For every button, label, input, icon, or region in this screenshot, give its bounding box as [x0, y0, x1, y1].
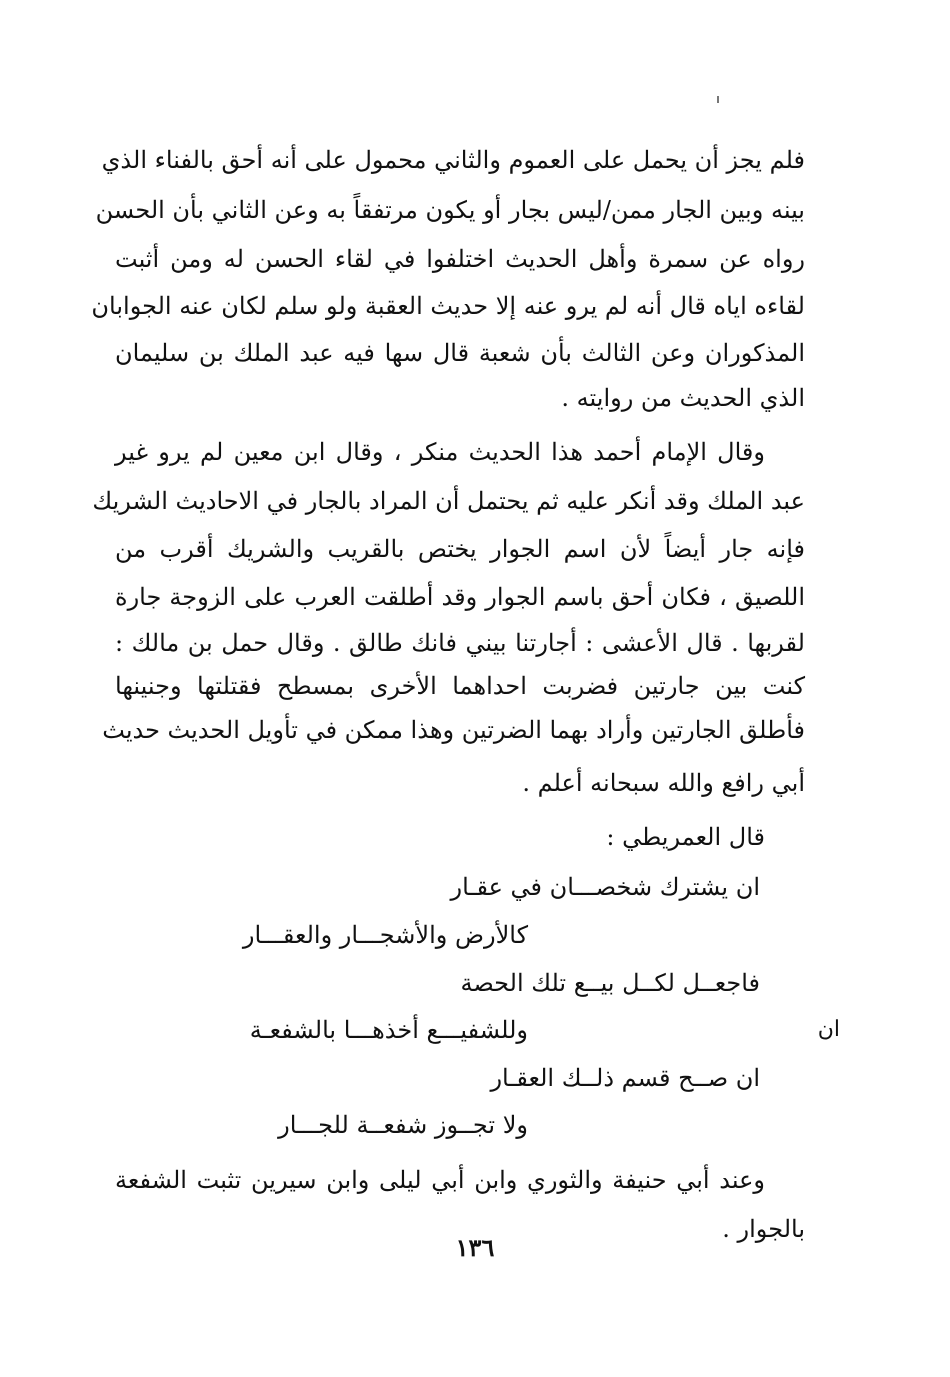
text-line: لقاءه اياه قال أنه لم يرو عنه إلا حديث العقبة ولو سلم لكان عنه الجوابان — [91, 292, 805, 320]
text-line: بينه وبين الجار ممن/ليس بجار أو يكون مرتفقاً به وعن الثاني بأن الحسن — [95, 196, 805, 224]
text-line: اللصيق ، فكان أحق باسم الجوار وقد أطلقت العرب على الزوجة جارة — [115, 583, 805, 611]
text-line: كنت بين جارتين فضربت احداهما الأخرى بمسطح فقتلتها وجنينها — [115, 672, 805, 700]
text-line: فأطلق الجارتين وأراد بهما الضرتين وهذا ممكن في تأويل الحديث حديث — [102, 716, 805, 744]
poem-verse-second: كالأرض والأشجـــار والعقـــار — [242, 921, 528, 949]
text-line: لقربها . قال الأعشى : أجارتنا بيني فانك طالق . وقال حمل بن مالك : — [115, 629, 805, 657]
text-line: رواه عن سمرة وأهل الحديث اختلفوا في لقاء الحسن له ومن أثبت — [115, 245, 805, 273]
poem-verse-second: وللشفيـــع أخذهـــا بالشفعـة — [249, 1016, 528, 1044]
poem-verse-first: ان صــح قسم ذلــك العقـار — [490, 1064, 760, 1092]
text-line: بالجوار . — [722, 1215, 805, 1243]
poem-intro: قال العمريطي : — [606, 823, 765, 851]
text-line: فلم يجز أن يحمل على العموم والثاني محمول على أنه أحق بالفناء الذي — [101, 146, 805, 174]
text-line: الذي الحديث من روايته . — [561, 384, 805, 412]
text-line: وقال الإمام أحمد هذا الحديث منكر ، وقال ابن معين لم يرو غير — [115, 438, 765, 466]
margin-note: ان — [817, 1017, 840, 1042]
page-number: ١٣٦ — [455, 1233, 495, 1262]
text-line: المذكوران وعن الثالث بأن شعبة قال سها فيه عبد الملك بن سليمان — [115, 339, 805, 367]
text-line: عبد الملك وقد أنكر عليه ثم يحتمل أن المراد بالجار في الاحاديث الشريك — [92, 487, 805, 515]
text-line: فإنه جار أيضاً لأن اسم الجوار يختص بالقريب والشريك أقرب من — [115, 535, 805, 563]
text-line: وعند أبي حنيفة والثوري وابن أبي ليلى وابن سيرين تثبت الشفعة — [115, 1166, 765, 1194]
poem-verse-first: فاجعــل لكــل بيــع تلك الحصة — [460, 969, 760, 997]
scan-speck — [717, 96, 719, 103]
poem-verse-first: ان يشترك شخصـــان في عقـار — [450, 873, 760, 901]
poem-verse-second: ولا تجــوز شفعــة للجـــار — [278, 1111, 528, 1139]
text-line: أبي رافع والله سبحانه أعلم . — [522, 769, 805, 797]
